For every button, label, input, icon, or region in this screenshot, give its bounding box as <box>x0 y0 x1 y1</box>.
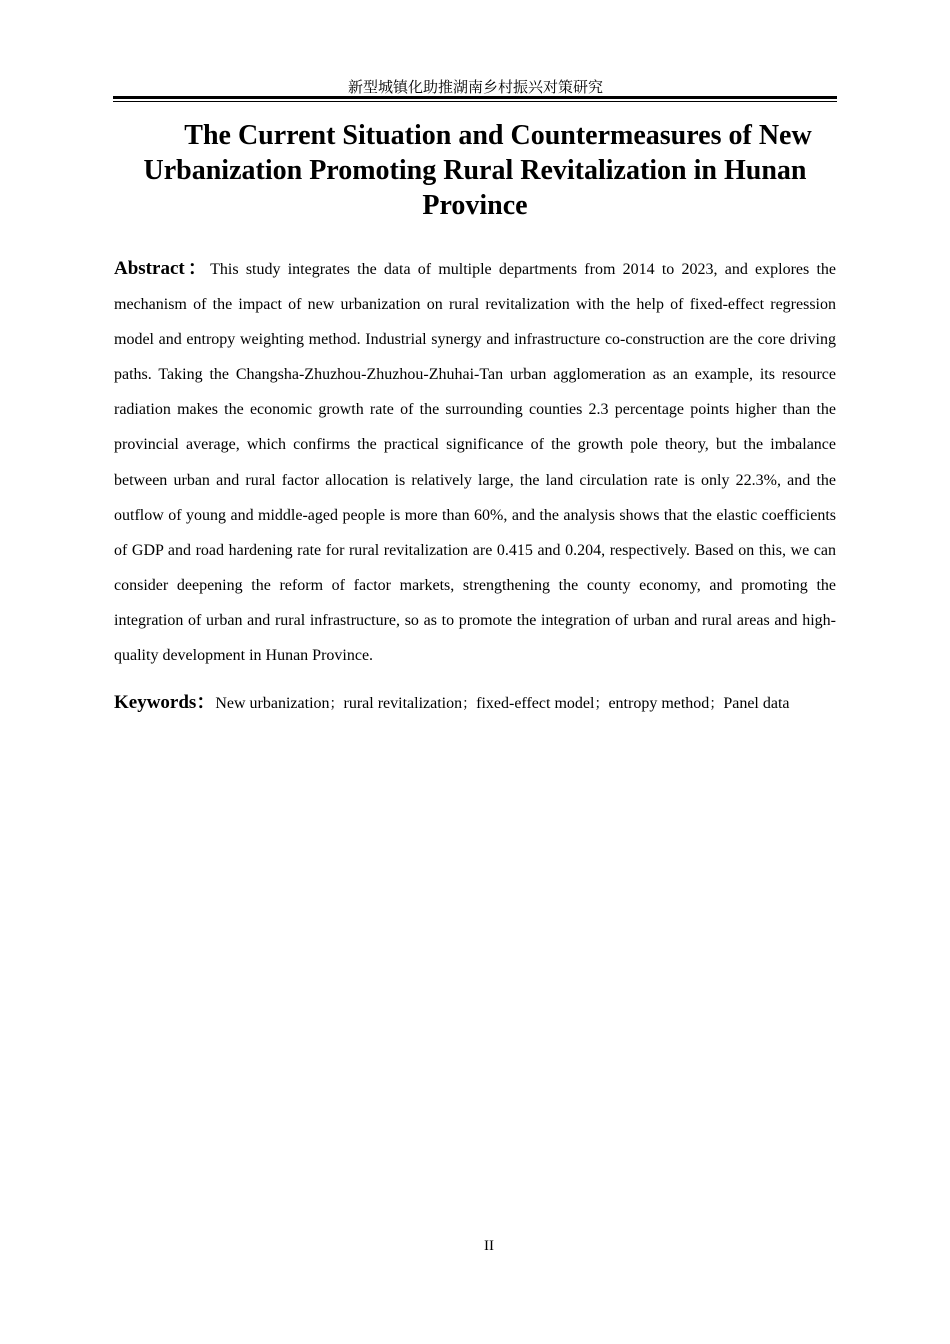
keyword-item: rural revitalization <box>343 695 463 712</box>
keywords-paragraph <box>114 688 836 719</box>
abstract-text: This study integrates the data of multiple departments from 2014 to 2023, and explores the mechanism of the impact of new urbanization on rural revitalization with the help of fixed-effect regression model and entropy weighting method. Industrial synergy and infrastructure co-construction are the core driving paths. Taking the Changsha-Zhuzhou-Zhuzhou-Zhuhai-Tan urban agglomeration as an example, its resource radiation makes the economic growth rate of the surrounding counties 2.3 percentage points higher than the provincial average, which confirms the practical significance of the growth pole theory, but the imbalance between urban and rural factor allocation is relatively large, the land circulation rate is only 22.3%, and the outflow of young and middle-aged people is more than 60%, and the analysis shows that the elastic coefficients of GDP and road hardening rate for rural revitalization are 0.415 and 0.204, respectively. Based on this, we can consider deepening the reform of factor markets, strengthening the county economy, and promoting the integration of urban and rural infrastructure, so as to promote the integration of urban and rural areas and high-quality development in Hunan Province. <box>114 261 837 665</box>
abstract-paragraph <box>114 251 836 673</box>
keyword-separator: ； <box>462 696 477 712</box>
keyword-item: entropy method <box>608 695 710 712</box>
paper-title-text: The Current Situation and Countermeasures of New Urbanization Promoting Rural Revitalization in Hunan Province <box>143 120 812 221</box>
running-header: 新型城镇化助推湖南乡村振兴对策研究 <box>347 78 603 96</box>
keyword-item: Panel data <box>723 695 790 712</box>
keyword-separator: ； <box>329 696 344 712</box>
keyword-item: New urbanization <box>215 695 330 712</box>
header-rule-thin <box>113 101 837 102</box>
header-rule <box>113 96 837 99</box>
keyword-item: fixed-effect model <box>476 695 595 712</box>
keyword-separator: ； <box>709 696 724 712</box>
abstract-label: Abstract： <box>114 258 211 279</box>
keywords-label: Keywords： <box>114 692 216 713</box>
keyword-separator: ； <box>594 696 609 712</box>
page-number: II <box>484 1238 494 1254</box>
paper-title <box>114 118 836 223</box>
